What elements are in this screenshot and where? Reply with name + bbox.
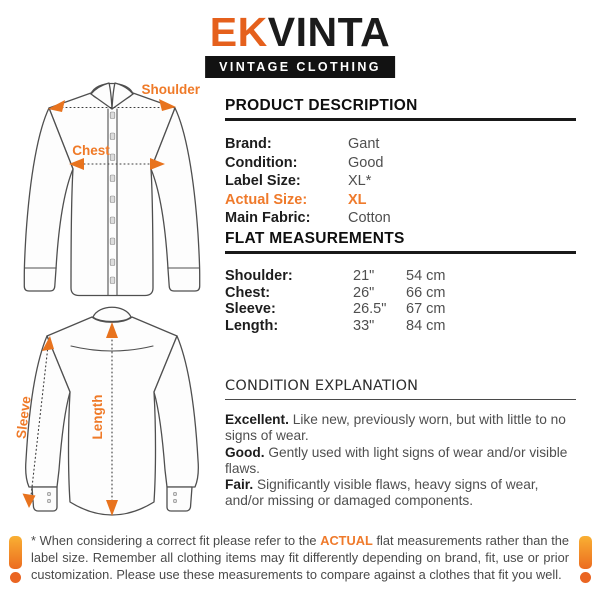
exclamation-bar [579, 536, 592, 569]
exclamation-dot [10, 572, 21, 583]
measure-sleeve-label: Sleeve: [225, 301, 276, 318]
condition-item-excellent [225, 412, 576, 445]
brand-tagline-badge: VINTAGE CLOTHING [205, 56, 395, 78]
row-brand-value: Gant [348, 136, 380, 152]
measure-length-cm: 84 cm [406, 317, 446, 334]
shirt-back-left-cuff [32, 487, 57, 511]
product-description-title: PRODUCT DESCRIPTION [225, 97, 576, 121]
row-condition-value: Good [348, 154, 384, 171]
measure-row-shoulder [225, 268, 576, 285]
shirt-back-left-cuff-buttons [47, 492, 50, 495]
measure-shoulder-cm: 54 cm [406, 268, 446, 284]
condition-text-fair: Significantly visible flaws, heavy signs of wear, and/or missing or damaged components. [225, 477, 539, 509]
shirt-back-left-cuff-buttons [47, 499, 50, 502]
shirt-back-right-cuff-buttons [173, 499, 176, 502]
length-label: Length [90, 394, 105, 440]
brand-logo-prefix: EK [209, 9, 268, 55]
chest-label: Chest [72, 143, 110, 158]
sleeve-label: Sleeve [13, 395, 34, 440]
product-description-section [225, 97, 576, 228]
brand-logo [0, 10, 600, 54]
condition-term-fair: Fair. [225, 477, 254, 493]
row-main-fabric-label: Main Fabric: [225, 210, 311, 227]
condition-term-good: Good. [225, 444, 265, 460]
measure-chest-label: Chest: [225, 284, 271, 301]
row-main-fabric-value: Cotton [348, 210, 391, 227]
shirt-back-collar [93, 307, 131, 321]
shirt-back-right-cuff-buttons [173, 492, 176, 495]
footnote-highlight: ACTUAL [320, 533, 373, 548]
brand-logo-suffix: VINTA [267, 9, 391, 55]
shoulder-label: Shoulder [141, 82, 200, 97]
measure-length-label: Length: [225, 317, 279, 334]
flat-measurements-rows [225, 268, 576, 334]
measure-length-inches: 33" [353, 317, 375, 334]
measure-row-chest [225, 285, 576, 302]
warning-exclamation-icon [578, 536, 592, 583]
measure-sleeve-cm: 67 cm [406, 301, 446, 318]
measure-shoulder-inches: 21" [353, 268, 375, 284]
measure-row-sleeve [225, 301, 576, 318]
shirt-back-diagram [12, 302, 212, 530]
row-actual-size-value: XL [348, 191, 367, 208]
measure-sleeve-inches: 26.5" [353, 301, 387, 318]
row-label-size-value: XL* [348, 173, 372, 190]
fit-disclaimer-footnote [31, 533, 569, 584]
measure-shoulder-label: Shoulder: [225, 268, 293, 284]
row-label-size-label: Label Size: [225, 173, 301, 190]
shirt-back-right-cuff [167, 487, 192, 511]
row-label-size [225, 172, 576, 191]
row-actual-size-label: Actual Size: [225, 191, 308, 208]
warning-exclamation-icon [8, 536, 22, 583]
measure-row-length [225, 318, 576, 335]
condition-text-good: Gently used with light signs of wear and/or visible flaws. [225, 444, 568, 476]
flat-measurements-section [225, 230, 576, 334]
row-brand-label: Brand: [225, 136, 272, 152]
footnote-suffix: flat measurements rather than the label size. Remember all clothing items may fit differently depending on brand, fit, use or prior customization. Please use these measurements to compare against a clothes that fit you well. [31, 533, 569, 582]
row-brand [225, 135, 576, 154]
condition-explanation-title: CONDITION EXPLANATION [225, 378, 576, 400]
exclamation-dot [580, 572, 591, 583]
footnote-prefix: * When considering a correct fit please refer to the [31, 533, 317, 548]
condition-text-excellent: Like new, previously worn, but with little to no signs of wear. [225, 412, 566, 444]
condition-explanation-section [225, 378, 576, 510]
measure-chest-inches: 26" [353, 284, 375, 301]
measure-chest-cm: 66 cm [406, 284, 446, 301]
row-condition [225, 154, 576, 173]
condition-item-fair [225, 477, 576, 510]
row-actual-size [225, 191, 576, 210]
condition-item-good [225, 445, 576, 478]
product-description-rows [225, 135, 576, 228]
shirt-front-diagram [12, 76, 212, 304]
row-condition-label: Condition: [225, 154, 298, 171]
exclamation-bar [9, 536, 22, 569]
flat-measurements-title: FLAT MEASUREMENTS [225, 230, 576, 254]
condition-term-excellent: Excellent. [225, 412, 289, 427]
row-main-fabric [225, 209, 576, 228]
